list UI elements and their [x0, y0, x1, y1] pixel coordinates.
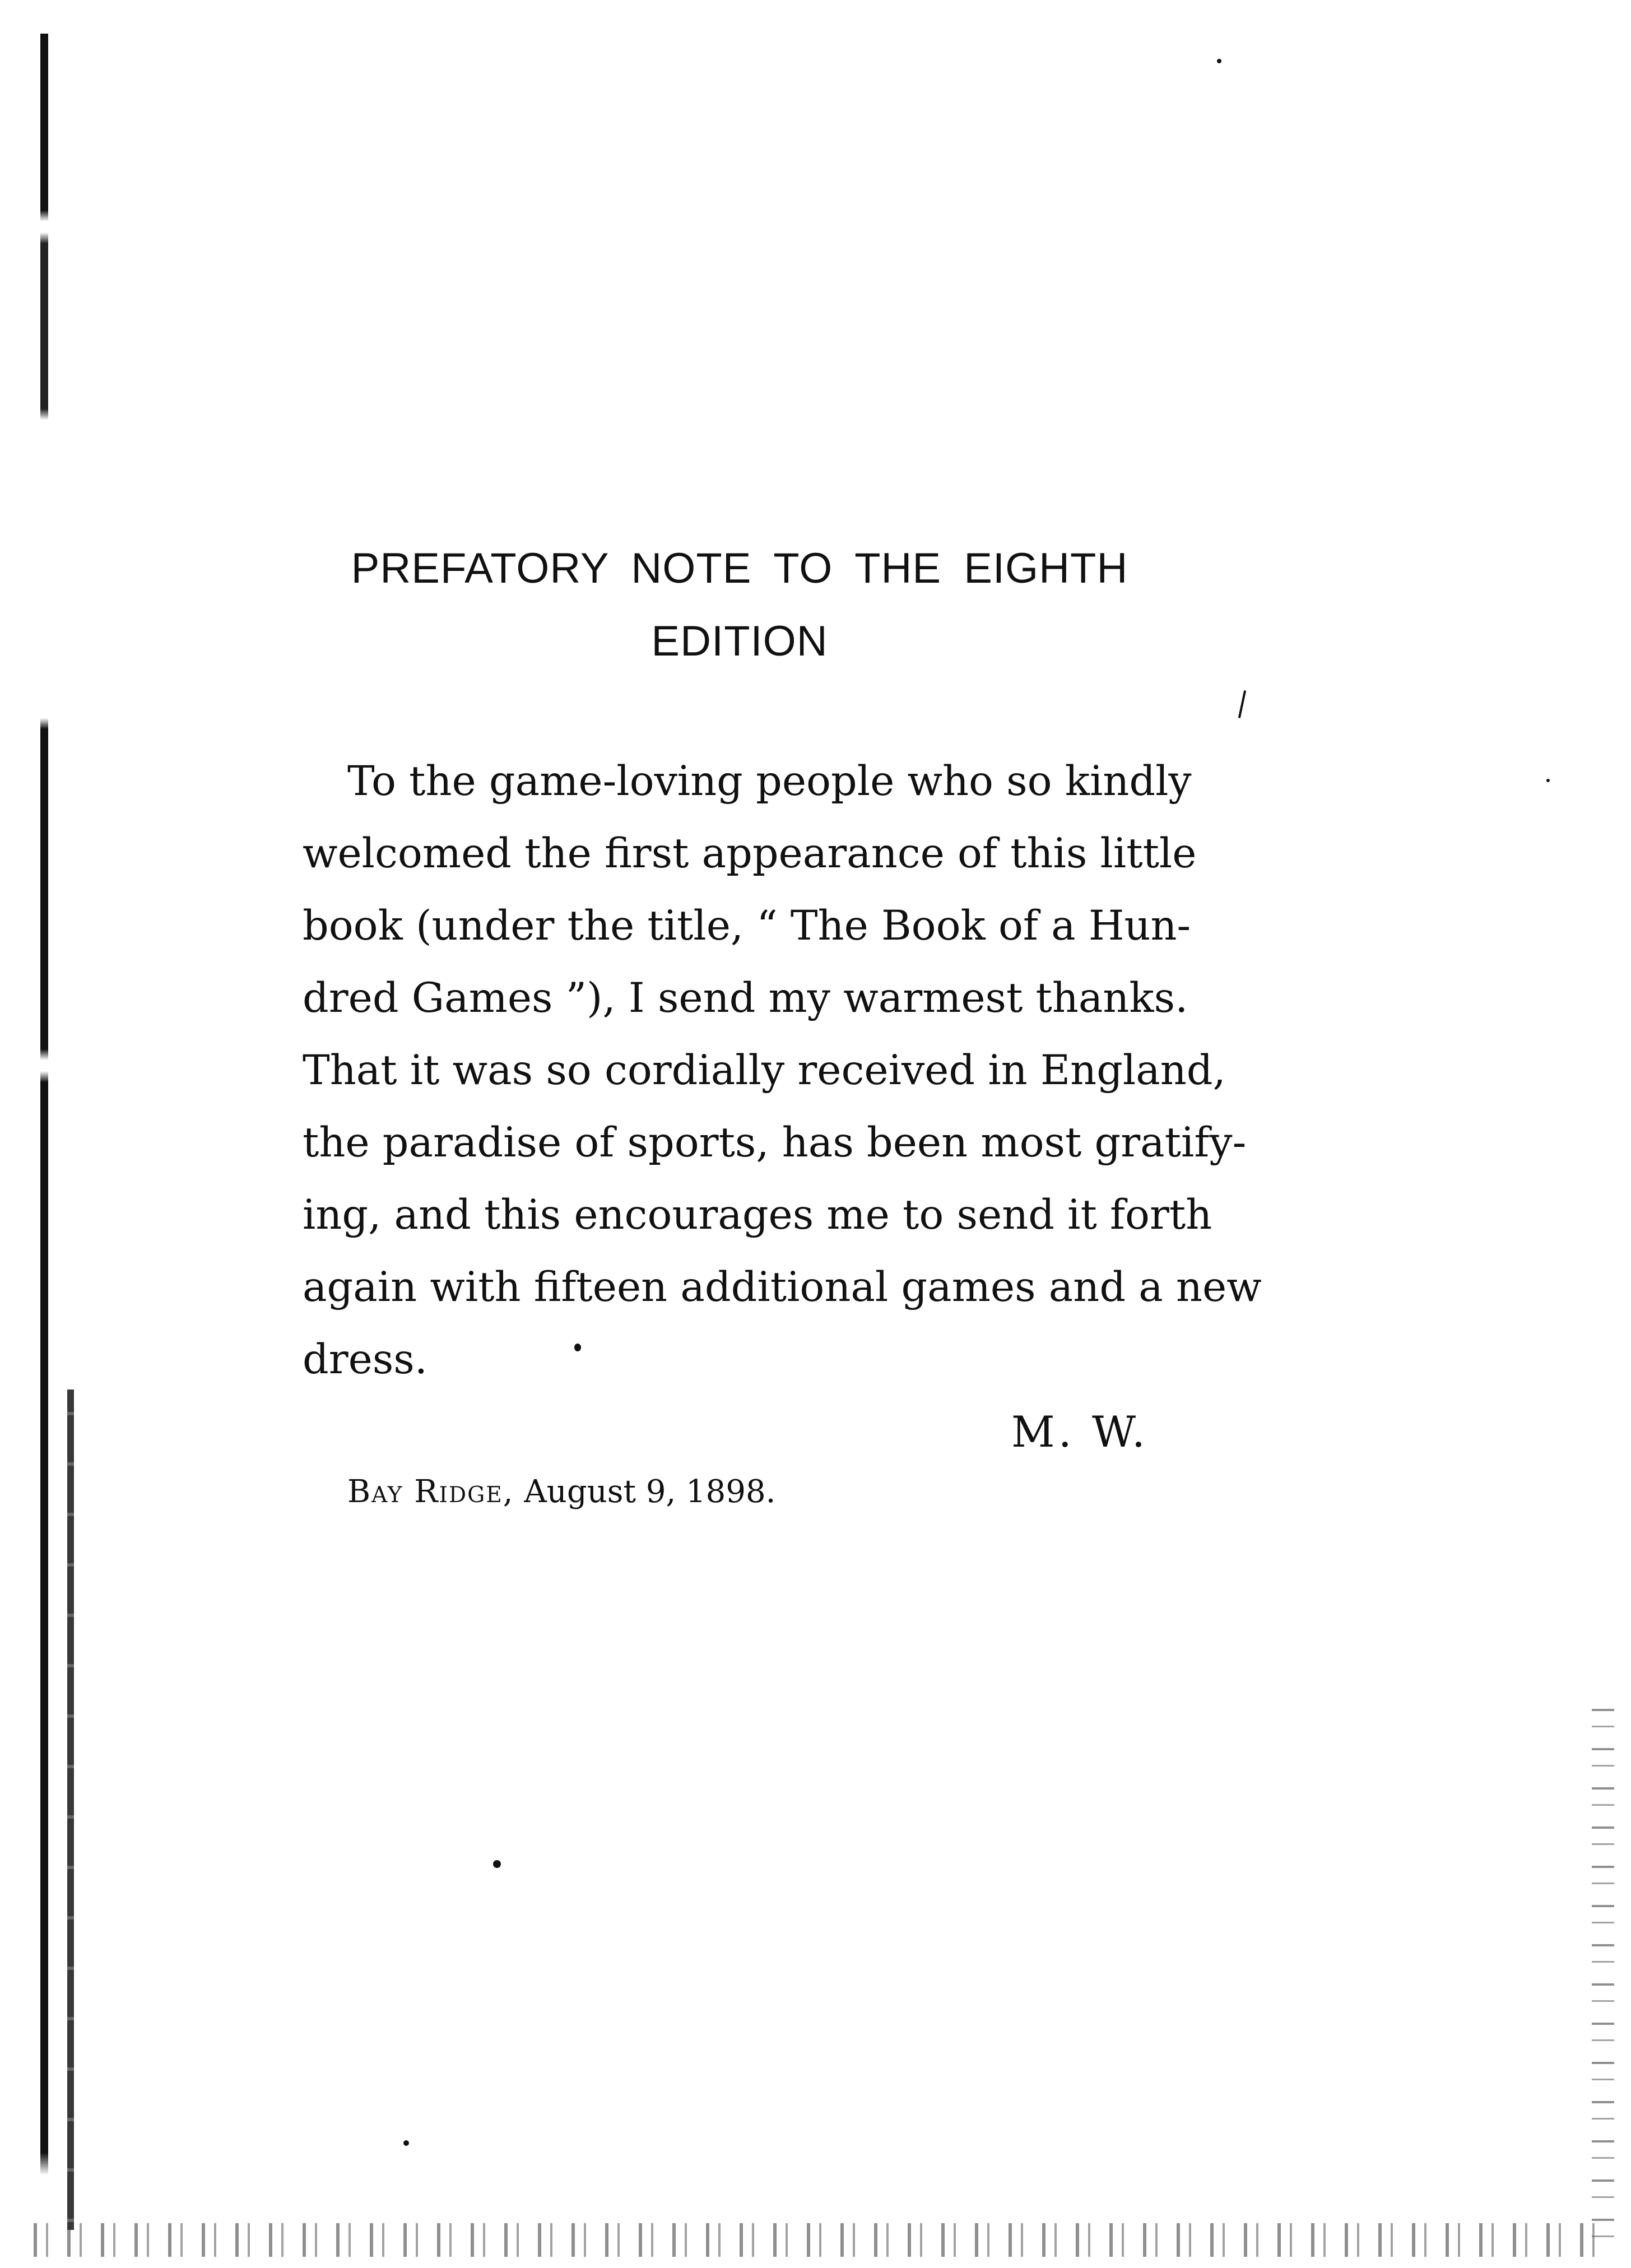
scan-noise-bottom: [34, 2223, 1602, 2257]
body-line: dress.: [303, 1336, 428, 1383]
scan-speck: [493, 1860, 501, 1868]
page-title: [303, 532, 1177, 678]
date: August 9, 1898.: [524, 1474, 776, 1510]
title-line-2: EDITION: [651, 617, 828, 665]
body-line: again with fifteen additional games and a new: [303, 1263, 1262, 1311]
body-line: book (under the title, “ The Book of a Hun-: [303, 902, 1191, 950]
place-and-date: [303, 1474, 1177, 1510]
author-signature: M. W.: [1011, 1407, 1149, 1457]
title-line-1: PREFATORY NOTE TO THE EIGHTH: [351, 545, 1128, 592]
scan-speck: [403, 2140, 409, 2146]
body-line: dred Games ”), I send my warmest thanks.: [303, 974, 1188, 1022]
body-line: That it was so cordially received in England,: [303, 1047, 1226, 1094]
prefatory-note: [303, 532, 1262, 1510]
scan-mark: [1238, 690, 1246, 718]
scan-speck: [1217, 59, 1221, 63]
binding-shadow-left: [40, 34, 48, 2241]
body-line: ing, and this encourages me to send it forth: [303, 1191, 1212, 1239]
scan-speck: [1546, 779, 1550, 782]
body-line: To the game-loving people who so kindly: [347, 757, 1192, 805]
body-line: the paradise of sports, has been most gratify-: [303, 1119, 1247, 1166]
body-line: welcomed the first appearance of this little: [303, 830, 1197, 877]
scan-noise-right: [1592, 1709, 1614, 2241]
binding-shadow-left-inner: [67, 1389, 74, 2230]
place: Bay Ridge,: [347, 1474, 514, 1510]
note-body: [303, 745, 1262, 1396]
